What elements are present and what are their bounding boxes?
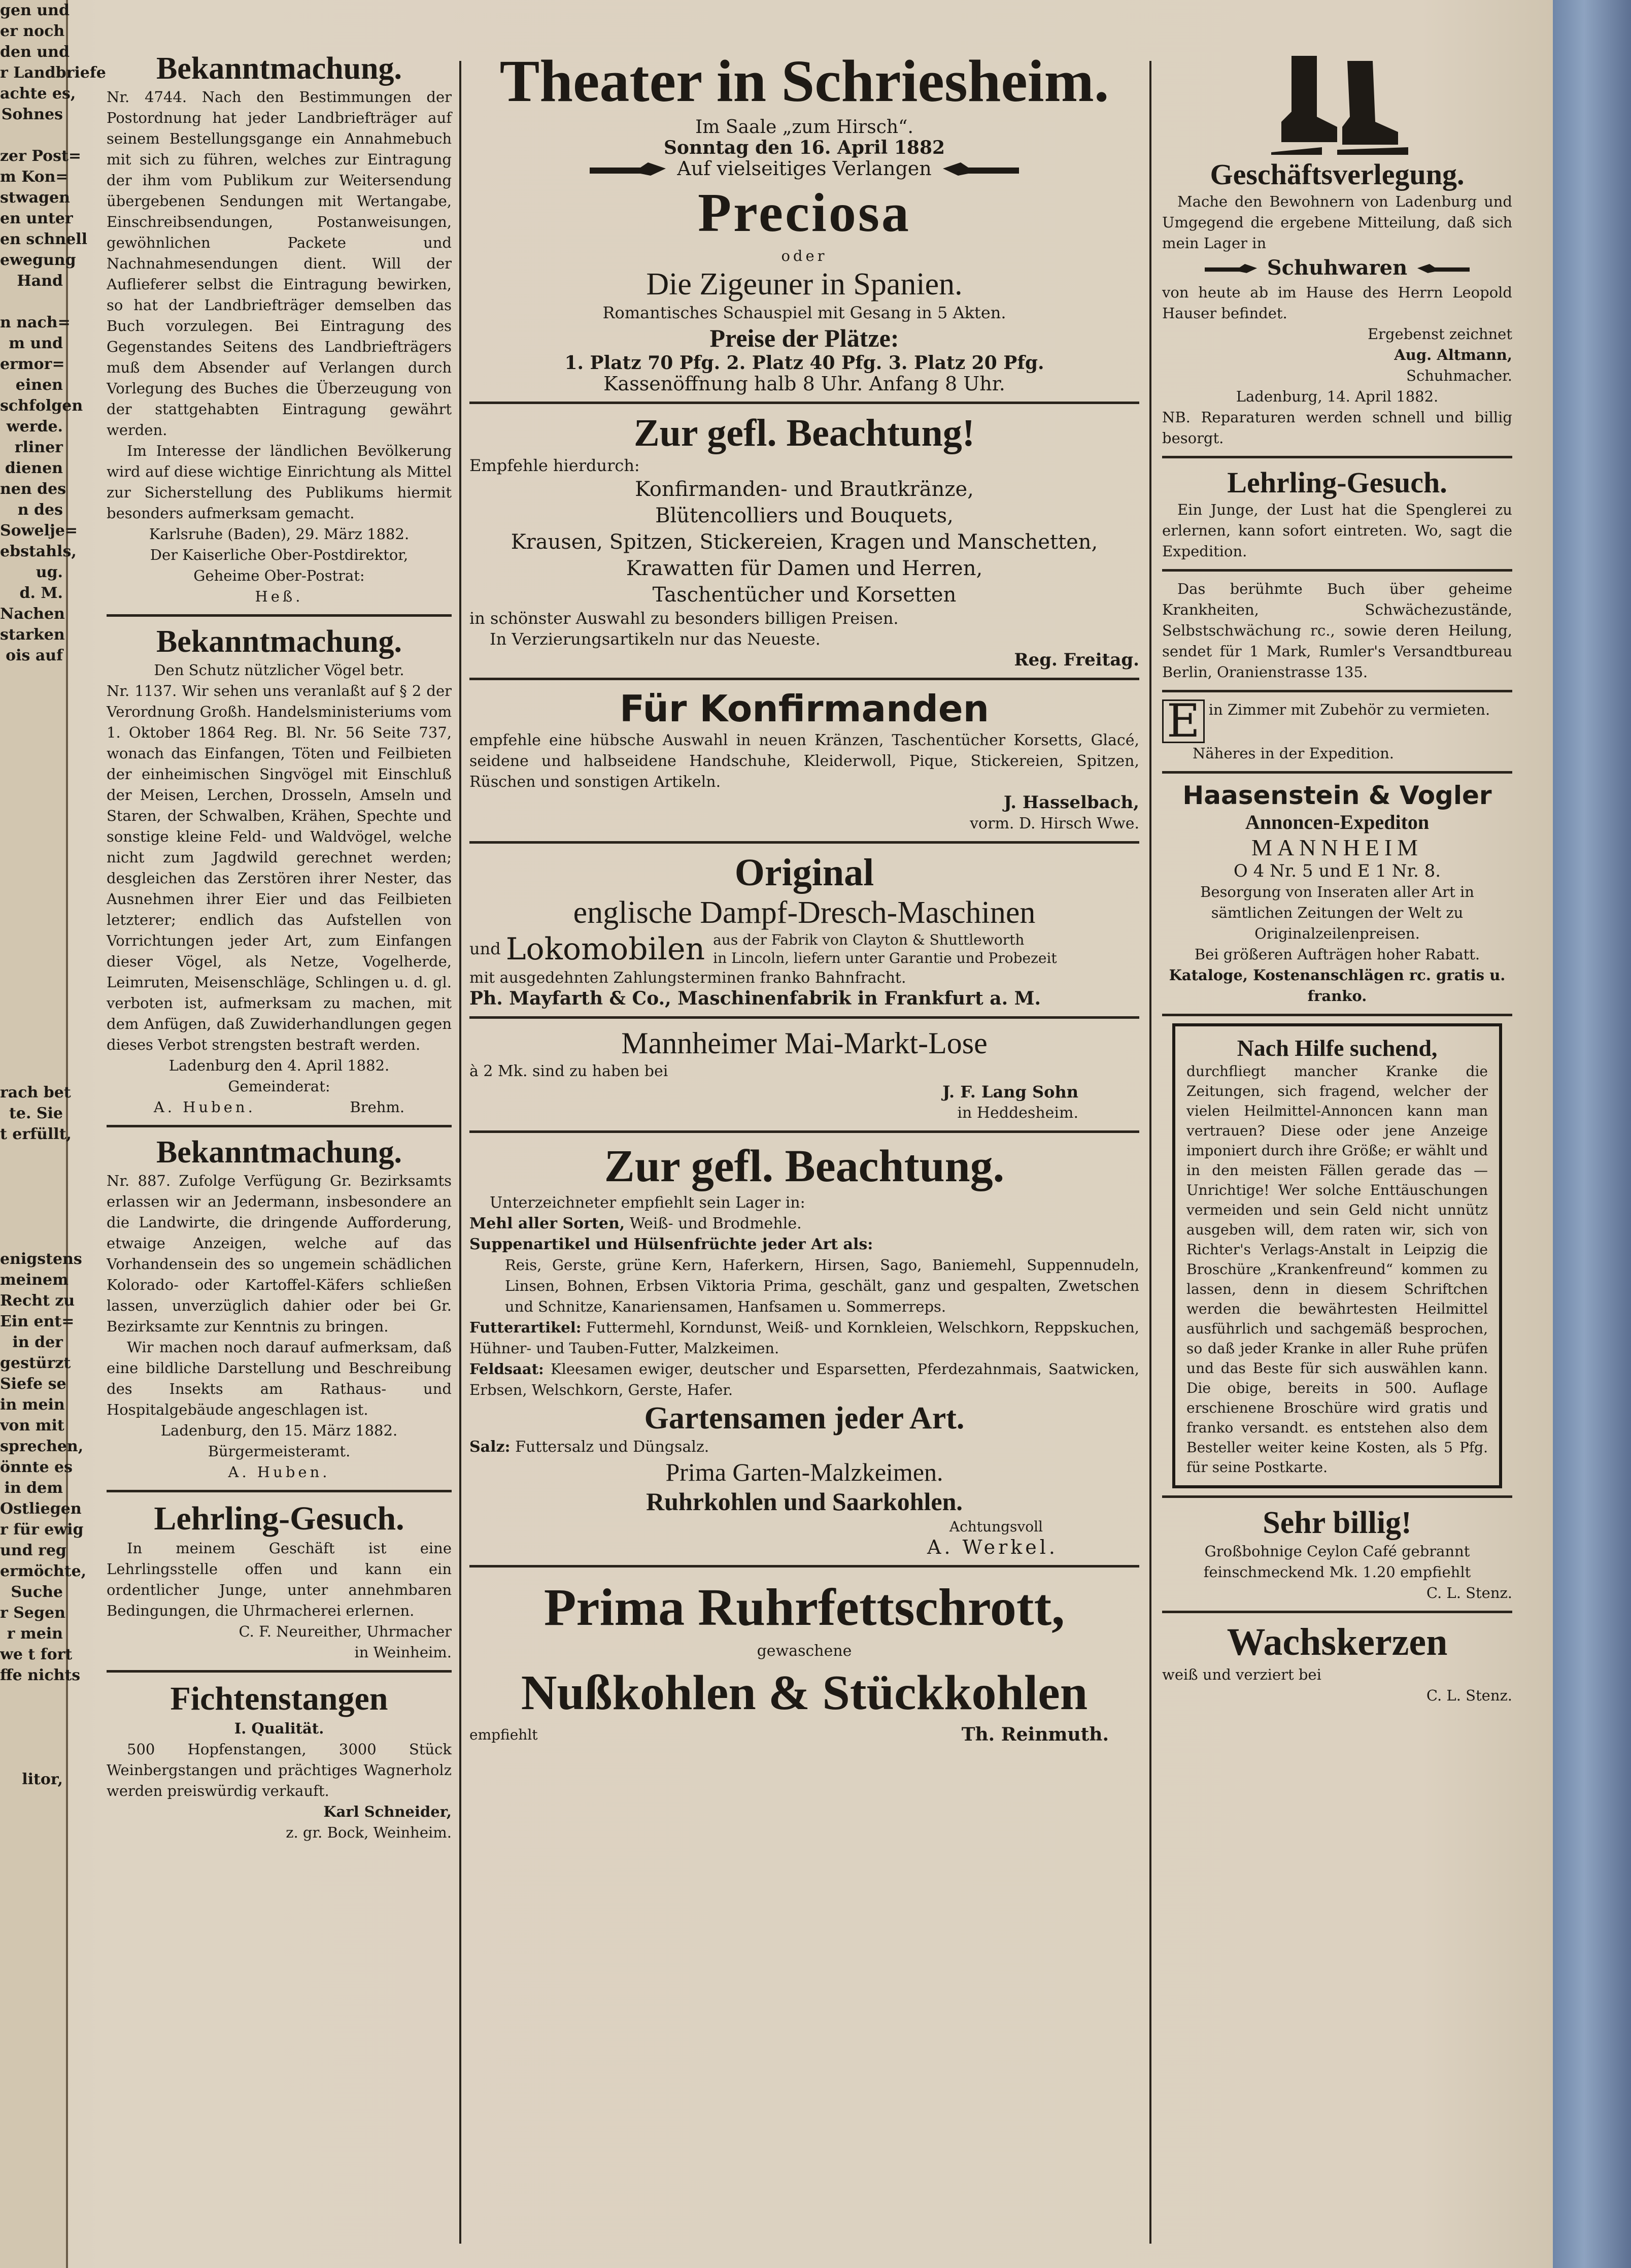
book-binding-edge [1553,0,1631,2268]
divider [1162,569,1512,572]
margin-fragment [0,1145,66,1165]
margin-fragment: ois auf [6,647,63,664]
ad-signer: Aug. Altmann, [1394,346,1512,363]
margin-fragment: ermor= [0,355,65,373]
margin-fragment: stwagen [0,189,70,207]
ad-body: Mache den Bewohnern von Ladenburg und Umgegend die ergebene Mitteilung, daß sich mein Lager in [1162,193,1512,252]
margin-fragment: in dem [4,1479,63,1497]
garden-seeds: Gartensamen jeder Art. [644,1400,965,1436]
margin-fragment: den und [0,43,70,61]
ad-line-3b: in Lincoln, liefern unter Garantie und Probezeit [713,949,1057,966]
margin-fragment [0,1228,66,1249]
margin-fragment: Sohnes [1,106,63,123]
margin-fragment: achte es, [0,85,76,103]
margin-fragment: von mit [0,1417,64,1435]
ad-signer-sub: vorm. D. Hirsch Wwe. [970,814,1139,832]
margin-fragment [0,853,66,874]
ad-body-2: Näheres in der Expedition. [1193,745,1394,762]
ad-body: 500 Hopfenstangen, 3000 Stück Weinbergstangen und prächtiges Wagnerholz werden preiswürdig verkauft. [107,1741,452,1799]
ad-title: Nach Hilfe suchend, [1237,1035,1438,1061]
margin-fragment [0,708,66,728]
margin-fragment [0,832,66,853]
category-heading: Suppenartikel und Hülsenfrüchte jeder Art als: [469,1235,873,1253]
margin-fragment: en schnell [0,230,88,248]
margin-fragment: önnte es [0,1458,73,1476]
notice-body: Nr. 1137. Wir sehen uns veranlaßt auf § 2 der Verordnung Großh. Handelsministeriums vom 1. Oktober 1864 Reg. Bl. Nr. 56 Seite 737, wonach das Einfangen, Töten und Feilbieten der einheimischen Singvögel mit Einschluß der Meisen, Lerchen, Drosseln, Amseln und Staren, der Schwalben, Krähen, Spechte und sonstige kleine Feld- und Waldvögel, welche nicht zum Jagdwild gerechnet werden; desgleichen das Zerstören ihrer Nester, das Ausnehmen ihrer Eier und das Feilbieten letzterer; endlich das Aufstellen von Vorrichtungen jeder Art, zum Einfangen dieser Vögel, als Netze, Vogelherde, Leimruten, Meisenschläge, Schlingen u. d. gl. verboten ist, aufmerksam zu machen, mit dem Anfügen, daß Zuwiderhandlungen gegen dieses Verbot strengsten bestraft werden. [107,682,452,1053]
margin-fragment: zer Post= [0,147,82,165]
margin-fragment [0,1707,66,1727]
margin-fragment [0,812,66,832]
ad-konfirmanden [469,687,1139,834]
column-right [1162,0,1512,1706]
margin-fragment: we t fort [0,1646,73,1663]
ad-theater [469,46,1139,394]
margin-fragment: n des [17,501,63,519]
ad-freitag [469,411,1139,671]
margin-fragment [0,1727,66,1748]
margin-fragment: in mein [0,1396,65,1414]
margin-fragment: er noch [0,22,65,40]
ad-title: Original [734,851,874,894]
notice-signer: Der Kaiserliche Ober-Postdirektor, [150,546,409,563]
notice-date: Ladenburg, den 15. März 1882. [160,1422,398,1439]
category-text: Kleesamen ewiger, deutscher und Esparsetten, Pferdezahnmais, Saatwicken, Erbsen, Welschkorn, Gerste, Hafer. [469,1360,1140,1398]
margin-fragment [0,770,66,791]
margin-fragment [0,687,66,708]
divider [1162,1495,1512,1498]
margin-fragment: litor, [22,1771,63,1788]
prices: 1. Platz 70 Pfg. 2. Platz 40 Pfg. 3. Platz 20 Pfg. [564,352,1044,374]
margin-fragment [0,666,66,687]
margin-fragment [0,1686,66,1707]
ad-big: Nußkohlen & Stückkohlen [521,1665,1088,1720]
margin-fragment: sprechen, [0,1438,84,1455]
category-text: Reis, Gerste, grüne Kern, Haferkern, Hirsen, Sago, Baniemehl, Suppennudeln, Linsen, Bohnen, Erbsen Viktoria Prima, geschält, ganz und gespalten, Zwetschen und Schnitze, Kanariensamen, Hanfsamen u. Sommerreps. [505,1256,1139,1315]
notice-signer: Gemeinderat: [228,1078,330,1095]
boots-icon [1261,51,1413,157]
ad-body: durchfliegt mancher Kranke die Zeitungen, sich fragend, welcher der vielen Heilmittel-Annoncen kann man vertrauen? Diese oder jene Anzeige imponiert durch ihre Größe; er wählt und in den meisten Fällen gerade das — Unrichtige! Wer solche Enttäuschungen vermeiden und sein Geld nicht unnütz ausgeben will, dem raten wir, sich von Richter's Verlags-Anstalt in Leipzig die Broschüre „Krankenfreund“ kommen zu lassen, denn in diesem Schriftchen werden die bewährtesten Heilmittel ausführlich und sachgemäß besprochen, so daß jeder Kranke in aller Ruhe prüfen und das Beste für sich auswählen kann. Die obige, bereits in 500. Auflage erschienene Broschüre wird gratis und franko versandt. es entstehen also dem Besteller weiter keine Kosten, als 5 Pfg. für seine Postkarte. [1186,1063,1488,1476]
ad-signer: Th. Reinmuth. [961,1723,1109,1745]
ad-title: Wachskerzen [1227,1621,1448,1663]
column-rule-1 [459,61,461,2244]
margin-fragment: ebstahls, [0,543,77,560]
margin-fragment: gen und [0,2,70,19]
ad-stenz-candles [1162,1620,1512,1706]
ad-body: Das berühmte Buch über geheime Krankheiten, Schwächezustände, Selbstschwächung rc., sowie deren Heilung, sendet für 1 Mark, Rumler's Versandtbureau Berlin, Oranienstrasse 135. [1162,580,1512,681]
ad-intro: Empfehle hierdurch: [469,455,640,475]
ad-signer: A. Werkel. [927,1536,1058,1558]
ad-left: empfiehlt [469,1726,538,1743]
ad-signer: Karl Schneider, [323,1803,452,1820]
ad-address: O 4 Nr. 5 und E 1 Nr. 8. [1233,861,1441,881]
margin-fragment: rach bet [0,1084,71,1102]
ad-stenz-coffee [1162,1505,1512,1604]
margin-fragment: einen [15,376,63,394]
ad-apprentice-watchmaker [107,1499,452,1663]
ad-title: Lehrling-Gesuch. [154,1500,404,1537]
ad-body: Ein Junge, der Lust hat die Spenglerei zu erlernen, kann sofort eintreten. Wo, sagt die Expedition. [1162,501,1512,560]
list-item: Krausen, Spitzen, Stickereien, Kragen und Manschetten, [511,530,1098,554]
margin-fragment: m Kon= [0,168,69,186]
list-item: Taschentücher und Korsetten [652,583,957,607]
notice-body: Nr. 4744. Nach den Bestimmungen der Postordnung hat jeder Landbriefträger auf seinem Bestellungsgange ein Annahmebuch mit sich zu führen, welches zur Eintragung der ihm vom Publikum zur Weitersendung übergebenen Sendungen mit Wertangabe, Einschreibsendungen, Postanweisungen, gewöhnlichen Packete und Nachnahmesendungen dient. Will der Auflieferer selbst die Eintragung bewirken, so hat der Landbriefträger demselben das Buch vorzulegen. Bei Eintragung des Gegenstandes Seitens des Landbriefträgers muß dem Absender auf Verlangen durch Vorlegung des Buches die Überzeugung von der stattgehabten Eintragung gewährt werden. [107,88,452,439]
margin-fragment [0,916,66,937]
margin-fragment [0,291,66,312]
ad-title: Fichtenstangen [170,1680,388,1717]
ad-subtitle: Annoncen-Expediton [1245,811,1430,833]
notice-body: Nr. 887. Zufolge Verfügung Gr. Bezirksamts erlassen wir an Jedermann, insbesondere an die Landwirte, die dringende Aufforderung, etwaige Anzeigen, welche auf das Vorhandensein des so ungemein schädlichen Kolorado- oder Kartoffel-Käfers schließen lassen, unverzüglich dahier oder bei Gr. Bezirksamte zur Kenntnis zu bringen. [107,1172,452,1335]
notice-date: Ladenburg den 4. April 1882. [168,1057,390,1074]
ad-mid: gewaschene [757,1642,852,1660]
category-text: Futtersalz und Düngsalz. [515,1438,709,1456]
ad-title: Sehr billig! [1263,1506,1412,1540]
item-list [469,476,1139,608]
margin-fragment: meinem [0,1271,69,1289]
notice-signer-title: Geheime Ober-Postrat: [193,567,365,584]
notice-title: Bekanntmachung. [156,1135,402,1170]
ad-note: NB. Reparaturen werden schnell und billig besorgt. [1162,409,1512,447]
margin-fragment [0,791,66,812]
column-rule-2 [1149,61,1151,2244]
divider [469,841,1139,844]
ad-body-3: Kataloge, Kostenanschlägen rc. gratis u. franko. [1169,966,1506,1005]
divider [107,1490,452,1492]
divider [107,1125,452,1127]
ad-city: MANNHEIM [1251,835,1423,860]
ad-body: à 2 Mk. sind zu haben bei [469,1062,668,1080]
notice-post [107,51,452,607]
divider [1162,771,1512,774]
margin-fragment: und reg [0,1542,66,1559]
margin-fragment: d. M. [19,584,63,602]
column-center [469,0,1139,1745]
divider [1162,690,1512,692]
ad-date: Ladenburg, 14. April 1882. [1236,388,1439,405]
notice-birds [107,624,452,1118]
margin-fragment [0,957,66,978]
list-item: Krawatten für Damen und Herren, [626,556,983,580]
ad-reinmuth [469,1575,1139,1745]
notice-title: Bekanntmachung. [156,51,402,86]
theater-date: Sonntag den 16. April 1882 [663,137,945,158]
ad-title: Geschäftsverlegung. [1210,158,1465,191]
divider [469,1130,1139,1133]
category-heading: Futterartikel: [469,1318,582,1336]
list-item: Blütencolliers und Bouquets, [655,504,954,527]
ad-body: empfehle eine hübsche Auswahl in neuen Kränzen, Taschentücher Korsetts, Glacé, seidene und halbseidene Handschuhe, Kleiderwoll, Pique, Stickereien, Spitzen, Rüschen und sonstigen Artikeln. [469,731,1139,791]
ad-line-2: englische Dampf-Dresch-Maschinen [573,895,1036,930]
ad-room [1162,694,1512,764]
margin-fragment: Hand [17,272,63,290]
signer-name: A. Huben. [228,1463,330,1481]
ad-greeting: Achtungsvoll [949,1518,1043,1535]
ad-maimarkt [469,1026,1139,1123]
divider [469,1016,1139,1019]
ad-body-2: von heute ab im Hause des Herrn Leopold Hauser befindet. [1162,284,1512,322]
ad-body: in Zimmer mit Zubehör zu vermieten. [1208,701,1490,718]
margin-fragment [0,1061,66,1082]
ad-greeting: Ergebenst zeichnet [1367,325,1512,343]
margin-fragment [0,1207,66,1228]
notice-title: Bekanntmachung. [156,624,402,659]
margin-fragment: ug. [36,563,63,581]
notice-signer: Bürgermeisteramt. [208,1443,351,1460]
pointing-hand-right-icon [590,160,671,181]
ad-altmann [1162,51,1512,449]
ad-intro: Unterzeichneter empfiehlt sein Lager in: [490,1193,805,1212]
category-heading: Mehl aller Sorten, [469,1214,625,1232]
ad-signer: J. F. Lang Sohn [942,1082,1078,1102]
margin-fragment: Sowelje= [0,522,78,540]
divider [1162,1014,1512,1016]
ad-machines [469,851,1139,1009]
ad-line-4: mit ausgedehnten Zahlungsterminen franko Bahnfracht. [469,969,906,987]
margin-fragment: Recht zu [0,1292,75,1310]
margin-fragment: n nach= [0,314,71,331]
ad-haasenstein [1162,781,1512,1007]
coal: Ruhrkohlen und Saarkohlen. [646,1487,963,1516]
notice-beetle [107,1135,452,1483]
ad-title: Für Konfirmanden [619,687,990,730]
theater-request: Auf vielseitiges Verlangen [677,157,932,180]
ad-body-2: Bei größeren Aufträgen hoher Rabatt. [1194,946,1480,963]
theater-title: Theater in Schriesheim. [499,48,1109,114]
margin-fragment [0,749,66,770]
play-oder: oder [781,247,828,264]
margin-fragment: gestürzt [0,1354,71,1372]
margin-fragment: en unter [0,210,73,227]
margin-fragment: in der [12,1333,63,1351]
notice-subtitle: Den Schutz nützlicher Vögel betr. [154,661,404,679]
drop-cap: E [1162,699,1205,743]
ad-item: Schuhwaren [1267,256,1408,280]
margin-fragment: ffe nichts [0,1666,81,1684]
play-genre: Romantisches Schauspiel mit Gesang in 5 Akten. [602,303,1006,322]
prices-heading: Preise der Plätze: [709,323,899,352]
signer-name: Brehm. [350,1098,405,1116]
ad-body: Besorgung von Inseraten aller Art in sämtlichen Zeitungen der Welt zu Originalzeilenpreisen. [1200,883,1474,942]
play-title: Preciosa [698,182,911,243]
ad-signer-title: Schuhmacher. [1406,367,1512,384]
margin-fragment [0,937,66,957]
pointing-hand-right-icon [1205,259,1261,280]
play-subtitle: Die Zigeuner in Spanien. [646,266,963,302]
category-text: Futtermehl, Korndunst, Weiß- und Kornkleien, Welschkorn, Reppskuchen, Hühner- und Tauben-Futter, Malzkeimen. [469,1318,1140,1357]
ad-richter [1172,1023,1502,1488]
ad-signer: J. Hasselbach, [1003,792,1139,813]
category-text: Weiß- und Brodmehle. [629,1214,802,1232]
ad-title: Zur gefl. Beachtung. [604,1141,1005,1191]
margin-fragment [0,1186,66,1207]
margin-fragment: nen des [0,480,66,498]
margin-fragment: enigstens [0,1250,82,1268]
ad-body: In meinem Geschäft ist eine Lehrlingsstelle offen und kann ein ordentlicher Junge, unter annehmbaren Bedingungen, die Uhrmacherei erlernen. [107,1540,452,1619]
margin-fragment [0,125,66,146]
margin-fragment: dienen [5,459,63,477]
ad-title: Mannheimer Mai-Markt-Lose [621,1026,988,1060]
divider [469,678,1139,680]
category-heading: Salz: [469,1438,511,1456]
notice-date: Karlsruhe (Baden), 29. März 1882. [149,525,410,543]
facing-page-edge [0,0,106,2268]
margin-fragment [0,728,66,749]
divider [469,402,1139,404]
margin-fragment: Ostliegen [0,1500,82,1518]
divider [107,614,452,617]
margin-fragment: m und [9,335,63,352]
margin-fragment: r für ewig [0,1521,84,1539]
ad-title: Zur gefl. Beachtung! [633,411,975,454]
margin-fragment: werde. [6,418,63,436]
margin-fragment: Ein ent= [0,1313,75,1330]
margin-fragment [0,1020,66,1041]
ad-apprentice-plumber [1162,465,1512,562]
margin-fragment: r Segen [0,1604,65,1622]
margin-fragment [0,1165,66,1186]
margin-fragment [0,895,66,916]
ad-signer-place: in Weinheim. [354,1644,452,1661]
list-item: Konfirmanden- und Brautkränze, [635,477,974,501]
margin-fragment: t erfüllt, [0,1125,72,1143]
ad-signer: Reg. Freitag. [1014,649,1139,670]
ad-und: und [469,939,501,958]
margin-fragment: r mein [7,1625,63,1643]
margin-fragment: Nachen [0,605,65,623]
ad-signer-place: in Heddesheim. [957,1104,1078,1122]
ad-body: Großbohnige Ceylon Café gebrannt feinschmeckend Mk. 1.20 empfiehlt [1203,1543,1471,1581]
column-left [107,0,452,1843]
ad-tail: in schönster Auswahl zu besonders billigen Preisen. [469,608,899,628]
margin-fragment: Siefe se [0,1375,66,1393]
ad-signer: Ph. Mayfarth & Co., Maschinenfabrik in Frankfurt a. M. [469,987,1041,1009]
category-heading: Feldsaat: [469,1360,544,1378]
ad-lokomobilen: Lokomobilen [505,931,705,967]
opening-times: Kassenöffnung halb 8 Uhr. Anfang 8 Uhr. [603,372,1005,395]
ad-poles [107,1680,452,1843]
ad-signer: C. F. Neureither, Uhrmacher [239,1623,452,1640]
ad-signer: C. L. Stenz. [1426,1584,1512,1602]
notice-body-2: Im Interesse der ländlichen Bevölkerung wird auf diese wichtige Einrichtung als Mittel zur Sicherstellung des Publikums hiermit besonders aufmerksam gemacht. [107,442,452,522]
margin-fragment [0,978,66,999]
ad-title: Prima Ruhrfettschrott, [543,1578,1065,1637]
margin-fragment [0,1748,66,1769]
margin-fragment: r Landbriefe [0,64,106,82]
margin-fragment: ewegung [0,251,76,269]
ad-title: Lehrling-Gesuch. [1227,466,1447,499]
margin-fragment: ermöchte, [0,1562,87,1580]
ad-body: weiß und verziert bei [1162,1666,1321,1683]
margin-fragment: te. Sie [9,1105,63,1122]
divider [469,1565,1139,1567]
theater-venue: Im Saale „zum Hirsch“. [695,117,913,138]
margin-fragment: starken [0,626,65,644]
ad-subtitle: I. Qualität. [234,1720,324,1737]
divider [107,1670,452,1673]
ad-tail-2: In Verzierungsartikeln nur das Neueste. [490,629,821,649]
ad-line-3a: aus der Fabrik von Clayton & Shuttleworth [713,931,1025,948]
notice-body-2: Wir machen noch darauf aufmerksam, daß eine bildliche Darstellung und Beschreibung des Insekts am Rathaus- und Hospitalgebäude angeschlagen ist. [107,1339,452,1418]
margin-fragment [0,1041,66,1061]
divider [1162,456,1512,458]
ad-signer: C. L. Stenz. [1426,1687,1512,1704]
pointing-hand-left-icon [938,160,1019,181]
margin-fragment [0,999,66,1020]
pointing-hand-left-icon [1414,259,1470,280]
notice-signer-name: Heß. [255,588,303,605]
ad-rumler [1162,579,1512,683]
margin-fragment [0,874,66,895]
margin-fragment: schfolgen [0,397,83,415]
signer-name: A. Huben. [153,1098,256,1116]
ad-signer-place: z. gr. Bock, Weinheim. [286,1824,452,1841]
margin-fragment: Suche [11,1583,63,1601]
malt: Prima Garten-Malzkeimen. [665,1457,943,1486]
ad-title: Haasenstein & Vogler [1182,781,1492,810]
ad-werkel [469,1140,1139,1558]
margin-fragment: rliner [14,439,63,456]
divider [1162,1611,1512,1613]
